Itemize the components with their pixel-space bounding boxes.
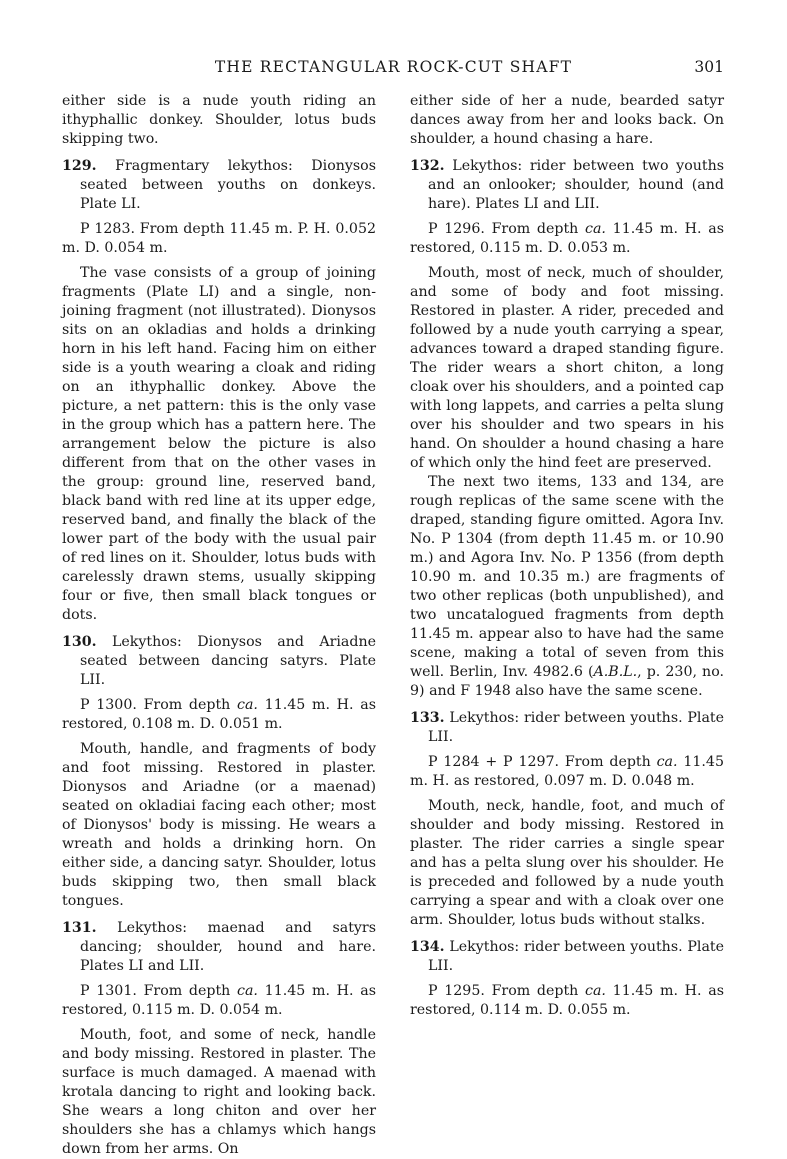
continuation-text: either side of her a nude, bearded satyr dances away from her and looks back. On shoulder, a hound chasing a hare. — [410, 93, 724, 147]
catalogue-entry-129-heading — [62, 157, 376, 214]
entry-130-meta: P 1300. From depth ca. 11.45 m. H. as restored, 0.108 m. D. 0.051 m. — [62, 697, 376, 732]
entry-title: Lekythos: rider between two youths and an onlooker; shoulder, hound (and hare). Plates LI and LII. — [428, 158, 724, 212]
entry-133-meta: P 1284 + P 1297. From depth ca. 11.45 m. H. as restored, 0.097 m. D. 0.048 m. — [410, 754, 724, 789]
entry-number: 133. — [410, 710, 445, 726]
continuation-text: either side is a nude youth riding an ithyphallic donkey. Shoulder, lotus buds skipping two. — [62, 93, 376, 147]
entry-number: 131. — [62, 920, 97, 936]
entry-title: Fragmentary lekythos: Dionysos seated between youths on donkeys. Plate LI. — [80, 158, 376, 212]
entry-133-description: Mouth, neck, handle, foot, and much of shoulder and body missing. Restored in plaster. The rider carries a single spear and has a pelta slung over his shoulder. He is preceded and followed by a nude youth carrying a spear and with a cloak over one arm. Shoulder, lotus buds without stalks. — [410, 798, 724, 928]
catalogue-entry-134-heading — [410, 938, 724, 976]
entry-134-meta: P 1295. From depth ca. 11.45 m. H. as restored, 0.114 m. D. 0.055 m. — [410, 983, 724, 1018]
catalogue-entry-130-heading — [62, 633, 376, 690]
entry-131-meta: P 1301. From depth ca. 11.45 m. H. as restored, 0.115 m. D. 0.054 m. — [62, 983, 376, 1018]
entry-129-description: The vase consists of a group of joining fragments (Plate LI) and a single, non-joining fragment (not illustrated). Dionysos sits on an okladias and holds a drinking horn in his left hand. Facing him on either side is a youth wearing a cloak and riding on an ithyphallic donkey. Above the picture, a net pattern: this is the only vase in the group which has a pattern here. The arrangement below the picture is also different from that on the other vases in the group: ground line, reserved band, black band with red line at its upper edge, reserved band, and finally the black of the lower part of the body with the usual pair of red lines on it. Shoulder, lotus buds with carelessly drawn stems, usually skipping four or five, then small black tongues or dots. — [62, 265, 376, 623]
page-number: 301 — [694, 58, 724, 76]
entry-number: 130. — [62, 634, 97, 650]
entry-title: Lekythos: maenad and satyrs dancing; shoulder, hound and hare. Plates LI and LII. — [80, 920, 376, 974]
catalogue-entry-133-heading — [410, 709, 724, 747]
entry-title: Lekythos: Dionysos and Ariadne seated between dancing satyrs. Plate LII. — [80, 634, 376, 688]
entry-title: Lekythos: rider between youths. Plate LII. — [428, 939, 724, 974]
entry-131-description: Mouth, foot, and some of neck, handle and body missing. Restored in plaster. The surface is much damaged. A maenad with krotala dancing to right and looking back. She wears a long chiton and over her shoulders she has a chlamys which hangs down from her arms. On — [62, 1027, 376, 1157]
entry-number: 129. — [62, 158, 97, 174]
page-header — [0, 58, 787, 82]
left-column — [62, 92, 376, 1159]
right-column — [410, 92, 724, 1020]
running-title: THE RECTANGULAR ROCK-CUT SHAFT — [214, 58, 573, 76]
catalogue-entry-132-heading — [410, 157, 724, 214]
entry-number: 134. — [410, 939, 445, 955]
entry-title: Lekythos: rider between youths. Plate LII. — [428, 710, 724, 745]
entry-129-meta: P 1283. From depth 11.45 m. P. H. 0.052 m. D. 0.054 m. — [62, 221, 376, 256]
entry-132-meta: P 1296. From depth ca. 11.45 m. H. as restored, 0.115 m. D. 0.053 m. — [410, 221, 724, 256]
replicas-note: The next two items, 133 and 134, are rough replicas of the same scene with the draped, standing figure omitted. Agora Inv. No. P 1304 (from depth 11.45 m. or 10.90 m.) and Agora Inv. No. P 1356 (from depth 10.90 m. and 10.35 m.) are fragments of two other replicas (both unpublished), and two uncatalogued fragments from depth 11.45 m. appear also to have had the same scene, making a total of seven from this well. Berlin, Inv. 4982.6 (A.B.L., p. 230, no. 9) and F 1948 also have the same scene. — [410, 474, 724, 699]
entry-132-description: Mouth, most of neck, much of shoulder, and some of body and foot missing. Restored in plaster. A rider, preceded and followed by a nude youth carrying a spear, advances toward a draped standing figure. The rider wears a short chiton, a long cloak over his shoulders, and a pointed cap with long lappets, and carries a pelta slung over his shoulder and two spears in his hand. On shoulder a hound chasing a hare of which only the hind feet are preserved. — [410, 265, 724, 471]
entry-number: 132. — [410, 158, 445, 174]
catalogue-entry-131-heading — [62, 919, 376, 976]
entry-130-description: Mouth, handle, and fragments of body and foot missing. Restored in plaster. Dionysos and Ariadne (or a maenad) seated on okladiai facing each other; most of Dionysos' body is missing. He wears a wreath and holds a drinking horn. On either side, a dancing satyr. Shoulder, lotus buds skipping two, then small black tongues. — [62, 741, 376, 909]
